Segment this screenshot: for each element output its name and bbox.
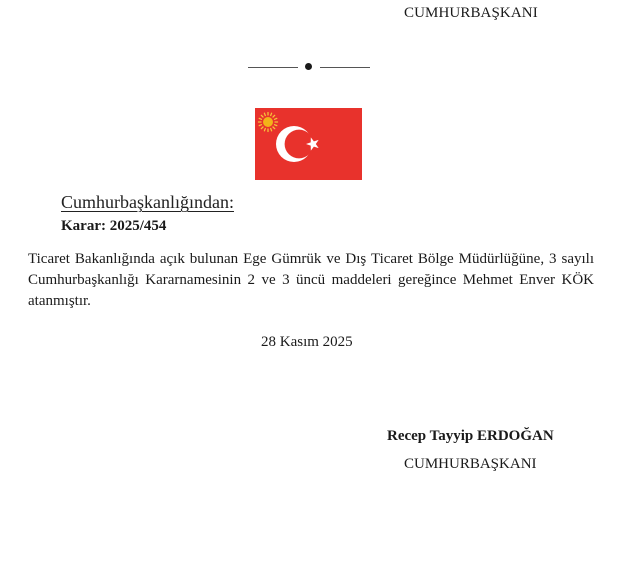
bullet-dot-icon <box>305 63 312 70</box>
signer-name: Recep Tayyip ERDOĞAN <box>387 428 554 444</box>
section-divider <box>248 60 370 74</box>
decision-date: 28 Kasım 2025 <box>261 334 353 350</box>
divider-line-right <box>320 67 370 68</box>
decision-number: Karar: 2025/454 <box>61 218 167 234</box>
presidential-flag-icon <box>255 108 362 180</box>
divider-line-left <box>248 67 298 68</box>
decision-body-text: Ticaret Bakanlığında açık bulunan Ege Gümrük ve Dış Ticaret Bölge Müdürlüğüne, 3 sayılı Cumhurbaşkanlığı Kararnamesinin 2 ve 3 üncü maddeleri gereğince Mehmet Enver KÖK atanmıştır. <box>28 251 594 309</box>
header-title: CUMHURBAŞKANI <box>404 5 538 21</box>
signer-title: CUMHURBAŞKANI <box>404 456 537 472</box>
section-title: Cumhurbaşkanlığından: <box>61 192 234 212</box>
